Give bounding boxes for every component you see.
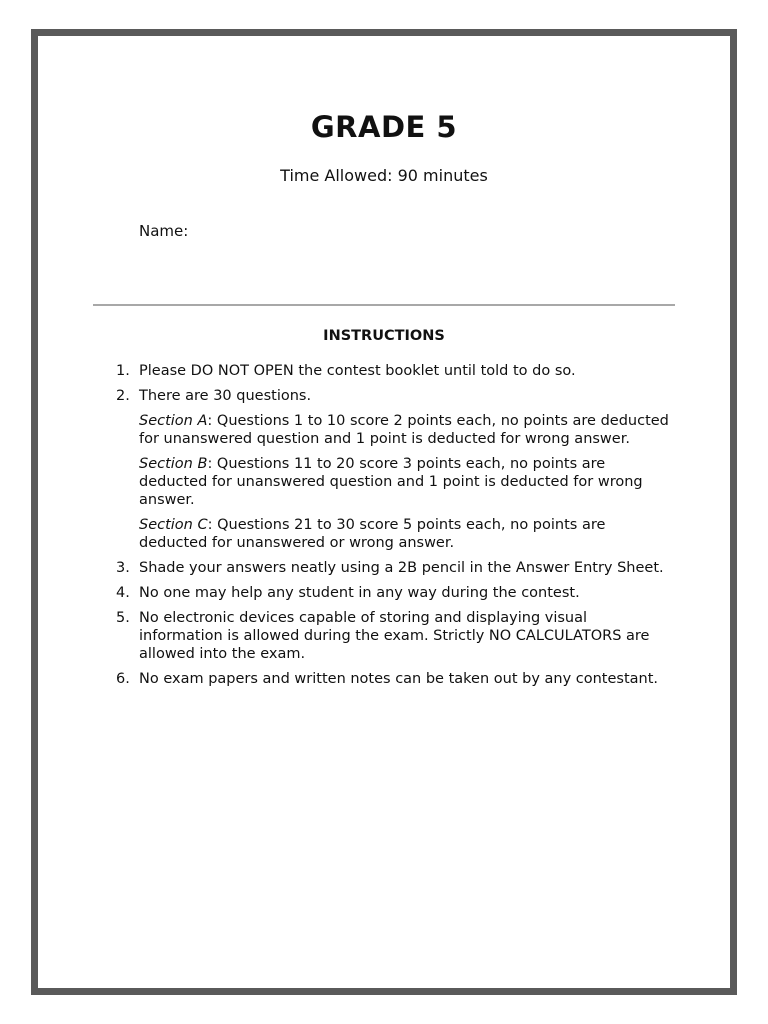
item-text: No one may help any student in any way during the contest. [139,585,580,601]
list-item [110,387,670,552]
item-number: 1. [116,363,130,379]
page-title: GRADE 5 [310,110,458,144]
section-name: Section C [139,517,208,533]
section-name: Section A [139,413,208,429]
item-number: 5. [116,610,130,626]
list-item [110,362,670,380]
section-text: : Questions 11 to 20 score 3 points each, no points are deducted for unanswered question and 1 point is deducted for wrong answer. [139,456,643,508]
item-text: Shade your answers neatly using a 2B pencil in the Answer Entry Sheet. [139,560,664,576]
item-number: 3. [116,560,130,576]
instructions-list [110,362,670,695]
name-label: Name: [139,222,189,240]
item-text: Please DO NOT OPEN the contest booklet until told to do so. [139,363,576,379]
section-a-rule [139,412,670,448]
list-item [110,559,670,577]
item-text: No exam papers and written notes can be taken out by any contestant. [139,671,659,687]
section-text: : Questions 21 to 30 score 5 points each, no points are deducted for unanswered or wrong answer. [139,517,606,551]
list-item [110,609,670,663]
item-number: 4. [116,585,130,601]
section-name: Section B [139,456,208,472]
list-item [110,584,670,602]
time-allowed: Time Allowed: 90 minutes [280,166,488,185]
section-text: : Questions 1 to 10 score 2 points each, no points are deducted for unanswered question and 1 point is deducted for wrong answer. [139,413,669,447]
item-number: 6. [116,671,130,687]
divider [93,304,675,306]
list-item [110,670,670,688]
item-text: No electronic devices capable of storing and displaying visual information is allowed during the exam. Strictly NO CALCULATORS are allowed into the exam. [139,610,650,662]
item-text: There are 30 questions. [139,388,312,404]
section-c-rule [139,516,670,552]
instructions-heading: INSTRUCTIONS [323,328,445,344]
item-number: 2. [116,388,130,404]
section-b-rule [139,455,670,509]
